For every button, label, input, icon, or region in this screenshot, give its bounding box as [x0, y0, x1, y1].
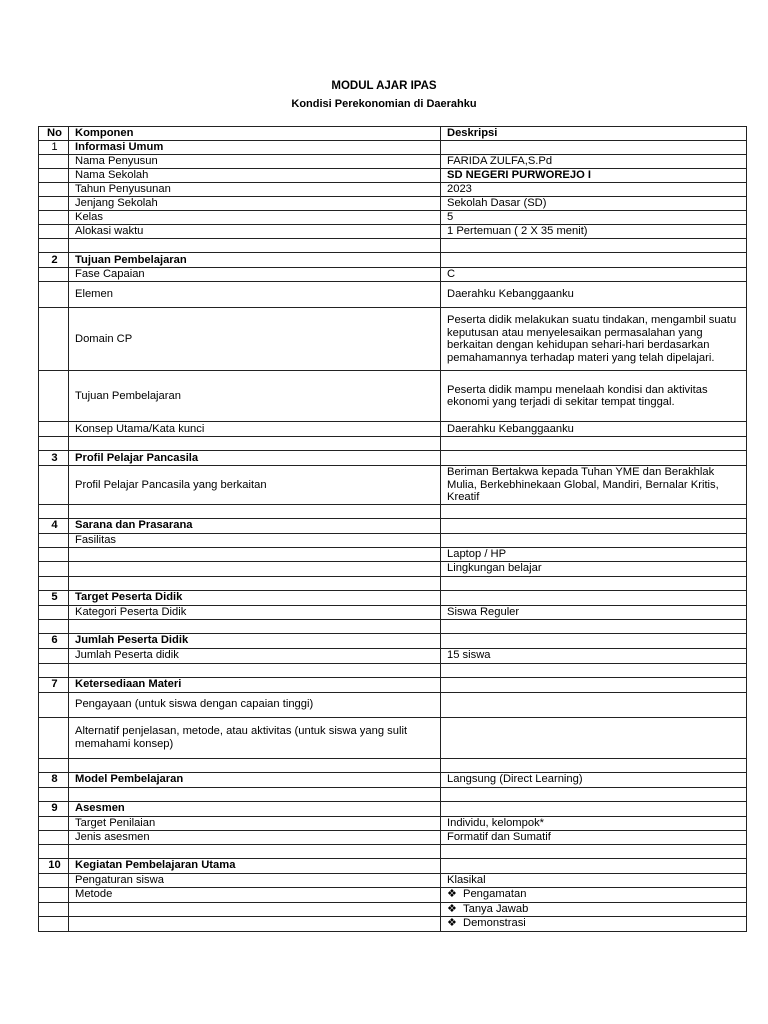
row-deskripsi: 1 Pertemuan ( 2 X 35 menit)	[441, 225, 747, 239]
row-number	[39, 844, 69, 858]
row-number: 9	[39, 801, 69, 816]
row-number	[39, 902, 69, 916]
row-number	[39, 466, 69, 505]
row-komponen: Pengayaan (untuk siswa dengan capaian tinggi)	[69, 692, 441, 717]
row-deskripsi	[441, 141, 747, 155]
row-deskripsi	[441, 916, 747, 931]
row-number	[39, 547, 69, 561]
header-deskripsi: Deskripsi	[441, 127, 747, 141]
row-komponen	[69, 844, 441, 858]
row-deskripsi: Individu, kelompok*	[441, 816, 747, 830]
row-number: 5	[39, 590, 69, 605]
row-number	[39, 155, 69, 169]
row-komponen: Profil Pelajar Pancasila yang berkaitan	[69, 466, 441, 505]
row-komponen: Metode	[69, 887, 441, 902]
row-number	[39, 183, 69, 197]
table-row	[39, 801, 747, 816]
row-komponen: Konsep Utama/Kata kunci	[69, 422, 441, 437]
row-deskripsi	[441, 533, 747, 547]
row-komponen	[69, 758, 441, 772]
row-number	[39, 282, 69, 308]
row-number	[39, 225, 69, 239]
row-deskripsi: 15 siswa	[441, 648, 747, 663]
row-number	[39, 371, 69, 422]
table-row	[39, 902, 747, 916]
row-number: 7	[39, 677, 69, 692]
row-deskripsi	[441, 253, 747, 268]
bullet-text: Demonstrasi	[463, 917, 526, 930]
row-deskripsi: Klasikal	[441, 873, 747, 887]
row-number	[39, 169, 69, 183]
row-deskripsi: Lingkungan belajar	[441, 561, 747, 576]
table-row	[39, 197, 747, 211]
row-number	[39, 830, 69, 844]
diamond-bullet-icon: ❖	[447, 888, 458, 901]
table-row	[39, 253, 747, 268]
row-komponen: Alokasi waktu	[69, 225, 441, 239]
table-row	[39, 211, 747, 225]
row-komponen: Nama Sekolah	[69, 169, 441, 183]
table-row	[39, 282, 747, 308]
row-deskripsi	[441, 902, 747, 916]
row-deskripsi	[441, 619, 747, 633]
row-deskripsi	[441, 437, 747, 451]
row-number	[39, 211, 69, 225]
row-number	[39, 663, 69, 677]
row-komponen: Asesmen	[69, 801, 441, 816]
row-number	[39, 692, 69, 717]
table-row	[39, 844, 747, 858]
document-title: MODUL AJAR IPAS	[331, 80, 437, 92]
row-komponen: Jumlah Peserta didik	[69, 648, 441, 663]
row-deskripsi	[441, 787, 747, 801]
row-komponen: Tujuan Pembelajaran	[69, 371, 441, 422]
table-row	[39, 422, 747, 437]
row-number	[39, 758, 69, 772]
header-no: No	[39, 127, 69, 141]
table-row	[39, 547, 747, 561]
row-number	[39, 916, 69, 931]
row-deskripsi: Langsung (Direct Learning)	[441, 772, 747, 787]
row-number	[39, 239, 69, 253]
table-row	[39, 504, 747, 518]
row-number: 2	[39, 253, 69, 268]
table-row	[39, 239, 747, 253]
row-deskripsi: Daerahku Kebanggaanku	[441, 282, 747, 308]
table-row	[39, 772, 747, 787]
row-deskripsi	[441, 858, 747, 873]
row-komponen: Jenjang Sekolah	[69, 197, 441, 211]
row-komponen	[69, 787, 441, 801]
table-header-row	[39, 127, 747, 141]
table-row	[39, 677, 747, 692]
row-komponen: Domain CP	[69, 308, 441, 371]
header-komponen: Komponen	[69, 127, 441, 141]
row-deskripsi: Peserta didik mampu menelaah kondisi dan aktivitas ekonomi yang terjadi di sekitar tempat tinggal.	[441, 371, 747, 422]
table-row	[39, 466, 747, 505]
row-komponen	[69, 504, 441, 518]
table-row	[39, 692, 747, 717]
row-deskripsi	[441, 844, 747, 858]
table-row	[39, 308, 747, 371]
bullet-text: Pengamatan	[463, 888, 527, 901]
table-row	[39, 141, 747, 155]
table-row	[39, 873, 747, 887]
row-number	[39, 197, 69, 211]
row-komponen	[69, 916, 441, 931]
row-number	[39, 308, 69, 371]
table-row	[39, 605, 747, 619]
row-deskripsi: 5	[441, 211, 747, 225]
row-number	[39, 533, 69, 547]
table-row	[39, 758, 747, 772]
row-komponen: Target Penilaian	[69, 816, 441, 830]
table-row	[39, 816, 747, 830]
row-komponen	[69, 619, 441, 633]
row-number	[39, 816, 69, 830]
table-row	[39, 858, 747, 873]
row-deskripsi: FARIDA ZULFA,S.Pd	[441, 155, 747, 169]
diamond-bullet-icon: ❖	[447, 902, 458, 915]
row-deskripsi: Peserta didik melakukan suatu tindakan, mengambil suatu keputusan atau menyelesaikan permasalahan yang berkaitan dengan kehidupan sehari-hari berdasarkan pemahamannya terhadap materi yang telah dipelajari.	[441, 308, 747, 371]
row-number: 10	[39, 858, 69, 873]
row-komponen: Kegiatan Pembelajaran Utama	[69, 858, 441, 873]
row-deskripsi	[441, 692, 747, 717]
row-number	[39, 561, 69, 576]
table-row	[39, 169, 747, 183]
row-komponen	[69, 561, 441, 576]
table-row	[39, 633, 747, 648]
row-deskripsi: 2023	[441, 183, 747, 197]
row-number: 8	[39, 772, 69, 787]
table-row	[39, 717, 747, 758]
row-komponen: Fasilitas	[69, 533, 441, 547]
row-number	[39, 576, 69, 590]
table-row	[39, 437, 747, 451]
row-deskripsi: C	[441, 268, 747, 282]
table-row	[39, 371, 747, 422]
table-row	[39, 533, 747, 547]
table-row	[39, 830, 747, 844]
row-komponen	[69, 902, 441, 916]
modul-table	[38, 126, 747, 932]
row-komponen: Nama Penyusun	[69, 155, 441, 169]
row-deskripsi	[441, 663, 747, 677]
row-deskripsi	[441, 677, 747, 692]
row-komponen: Jumlah Peserta Didik	[69, 633, 441, 648]
row-komponen: Pengaturan siswa	[69, 873, 441, 887]
row-deskripsi: Laptop / HP	[441, 547, 747, 561]
row-komponen: Target Peserta Didik	[69, 590, 441, 605]
table-row	[39, 648, 747, 663]
row-deskripsi	[441, 758, 747, 772]
table-row	[39, 663, 747, 677]
row-deskripsi	[441, 887, 747, 902]
row-deskripsi	[441, 717, 747, 758]
table-body	[39, 141, 747, 932]
row-komponen: Alternatif penjelasan, metode, atau aktivitas (untuk siswa yang sulit memahami konsep)	[69, 717, 441, 758]
row-deskripsi	[441, 504, 747, 518]
row-number: 6	[39, 633, 69, 648]
table-row	[39, 887, 747, 902]
table-row	[39, 561, 747, 576]
row-deskripsi	[441, 590, 747, 605]
row-number	[39, 887, 69, 902]
row-deskripsi: SD NEGERI PURWOREJO I	[441, 169, 747, 183]
row-komponen: Elemen	[69, 282, 441, 308]
row-komponen: Model Pembelajaran	[69, 772, 441, 787]
row-number	[39, 648, 69, 663]
row-komponen: Profil Pelajar Pancasila	[69, 451, 441, 466]
row-komponen: Fase Capaian	[69, 268, 441, 282]
table-row	[39, 916, 747, 931]
row-komponen: Ketersediaan Materi	[69, 677, 441, 692]
row-number	[39, 717, 69, 758]
row-komponen: Sarana dan Prasarana	[69, 518, 441, 533]
row-deskripsi	[441, 576, 747, 590]
row-komponen	[69, 576, 441, 590]
row-number: 3	[39, 451, 69, 466]
diamond-bullet-icon: ❖	[447, 917, 458, 930]
row-deskripsi: Sekolah Dasar (SD)	[441, 197, 747, 211]
row-number	[39, 787, 69, 801]
row-komponen	[69, 239, 441, 253]
table-row	[39, 590, 747, 605]
table-row	[39, 576, 747, 590]
row-komponen: Informasi Umum	[69, 141, 441, 155]
table-row	[39, 155, 747, 169]
row-komponen	[69, 437, 441, 451]
row-number	[39, 422, 69, 437]
row-deskripsi: Daerahku Kebanggaanku	[441, 422, 747, 437]
row-deskripsi: Formatif dan Sumatif	[441, 830, 747, 844]
row-deskripsi: Siswa Reguler	[441, 605, 747, 619]
table-row	[39, 619, 747, 633]
row-number	[39, 619, 69, 633]
table-row	[39, 787, 747, 801]
row-deskripsi	[441, 451, 747, 466]
row-deskripsi: Beriman Bertakwa kepada Tuhan YME dan Berakhlak Mulia, Berkebhinekaan Global, Mandiri, Bernalar Kritis, Kreatif	[441, 466, 747, 505]
row-number	[39, 873, 69, 887]
row-komponen: Kelas	[69, 211, 441, 225]
bullet-text: Tanya Jawab	[463, 902, 529, 915]
row-komponen: Kategori Peserta Didik	[69, 605, 441, 619]
row-number	[39, 268, 69, 282]
row-number	[39, 605, 69, 619]
document-subtitle: Kondisi Perekonomian di Daerahku	[291, 98, 477, 110]
row-deskripsi	[441, 801, 747, 816]
table-row	[39, 451, 747, 466]
row-komponen: Jenis asesmen	[69, 830, 441, 844]
table-row	[39, 183, 747, 197]
row-komponen: Tahun Penyusunan	[69, 183, 441, 197]
table-row	[39, 225, 747, 239]
row-number	[39, 504, 69, 518]
row-number: 4	[39, 518, 69, 533]
row-deskripsi	[441, 518, 747, 533]
table-row	[39, 268, 747, 282]
row-komponen: Tujuan Pembelajaran	[69, 253, 441, 268]
row-number	[39, 437, 69, 451]
row-komponen	[69, 547, 441, 561]
row-deskripsi	[441, 239, 747, 253]
table-row	[39, 518, 747, 533]
row-komponen	[69, 663, 441, 677]
row-deskripsi	[441, 633, 747, 648]
row-number: 1	[39, 141, 69, 155]
